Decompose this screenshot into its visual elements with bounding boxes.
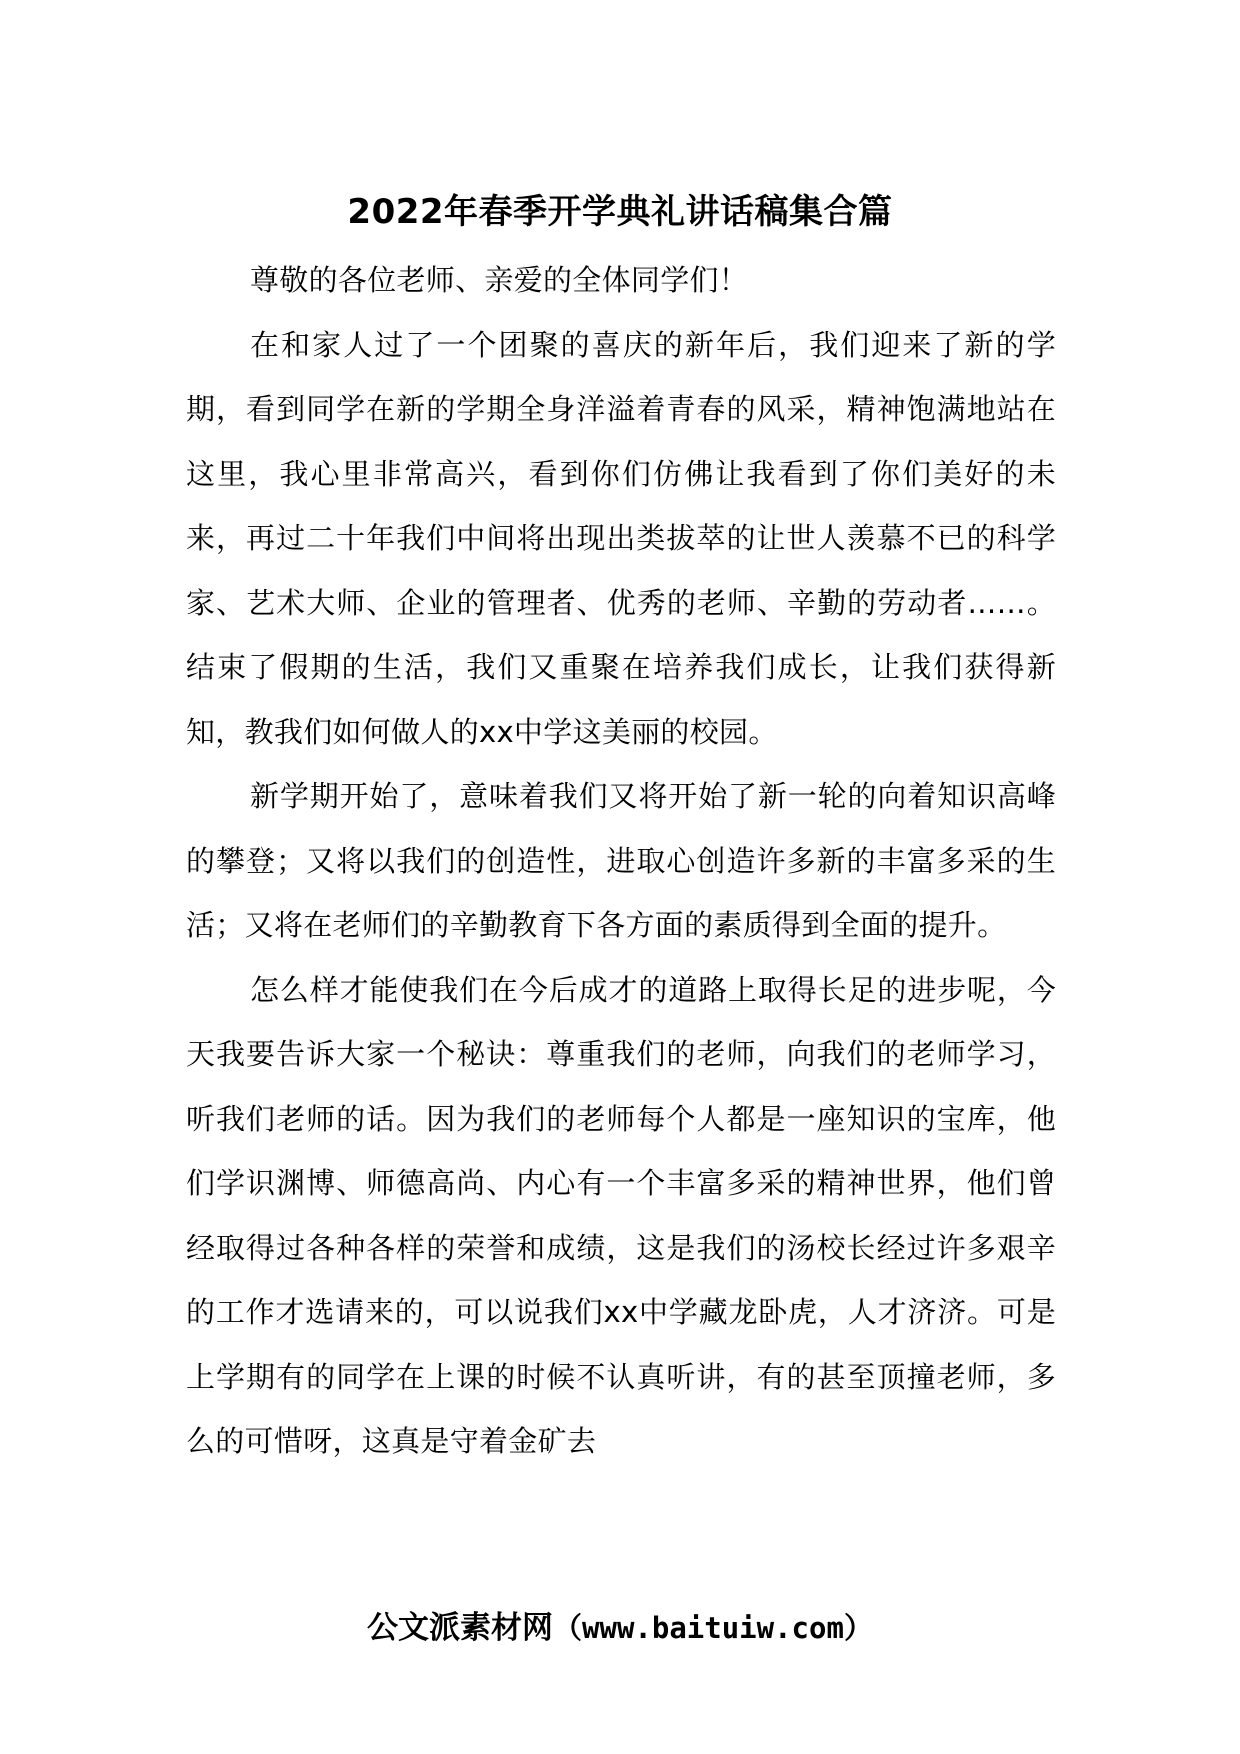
- page-footer: [0, 1606, 1240, 1650]
- footer-site-name: 公文派素材网: [367, 1610, 554, 1646]
- paragraph-new-semester-goals: 新学期开始了，意味着我们又将开始了新一轮的向着知识高峰的攀登；又将以我们的创造性，进取心创造许多新的丰富多采的生活；又将在老师们的辛勤教育下各方面的素质得到全面的提升。: [186, 779, 1056, 942]
- paragraph-greeting: 尊敬的各位老师、亲爱的全体同学们！: [250, 263, 749, 297]
- paragraph-respect-teachers: 怎么样才能使我们在今后成才的道路上取得长足的进步呢，今天我要告诉大家一个秘诀：尊重我们的老师，向我们的老师学习，听我们老师的话。因为我们的老师每个人都是一座知识的宝库，他们学识渊博、师德高尚、内心有一个丰富多采的精神世界，他们曾经取得过各种各样的荣誉和成绩，这是我们的汤校长经过许多艰辛的工作才选请来的，可以说我们xx中学藏龙卧虎，人才济济。可是上学期有的同学在上课的时候不认真听讲，有的甚至顶撞老师，多么的可惜呀，这真是守着金矿去: [186, 972, 1056, 1458]
- document-body: [186, 248, 1056, 1474]
- paragraph-new-semester-welcome: 在和家人过了一个团聚的喜庆的新年后，我们迎来了新的学期，看到同学在新的学期全身洋溢着青春的风采，精神饱满地站在这里，我心里非常高兴，看到你们仿佛让我看到了你们美好的未来，再过二十年我们中间将出现出类拔萃的让世人羡慕不已的科学家、艺术大师、企业的管理者、优秀的老师、辛勤的劳动者……。结束了假期的生活，我们又重聚在培养我们成长，让我们获得新知，教我们如何做人的xx中学这美丽的校园。: [186, 327, 1056, 749]
- document-title: 2022年春季开学典礼讲话稿集合篇: [347, 192, 893, 232]
- footer-url: （www.baituiw.com）: [553, 1611, 873, 1645]
